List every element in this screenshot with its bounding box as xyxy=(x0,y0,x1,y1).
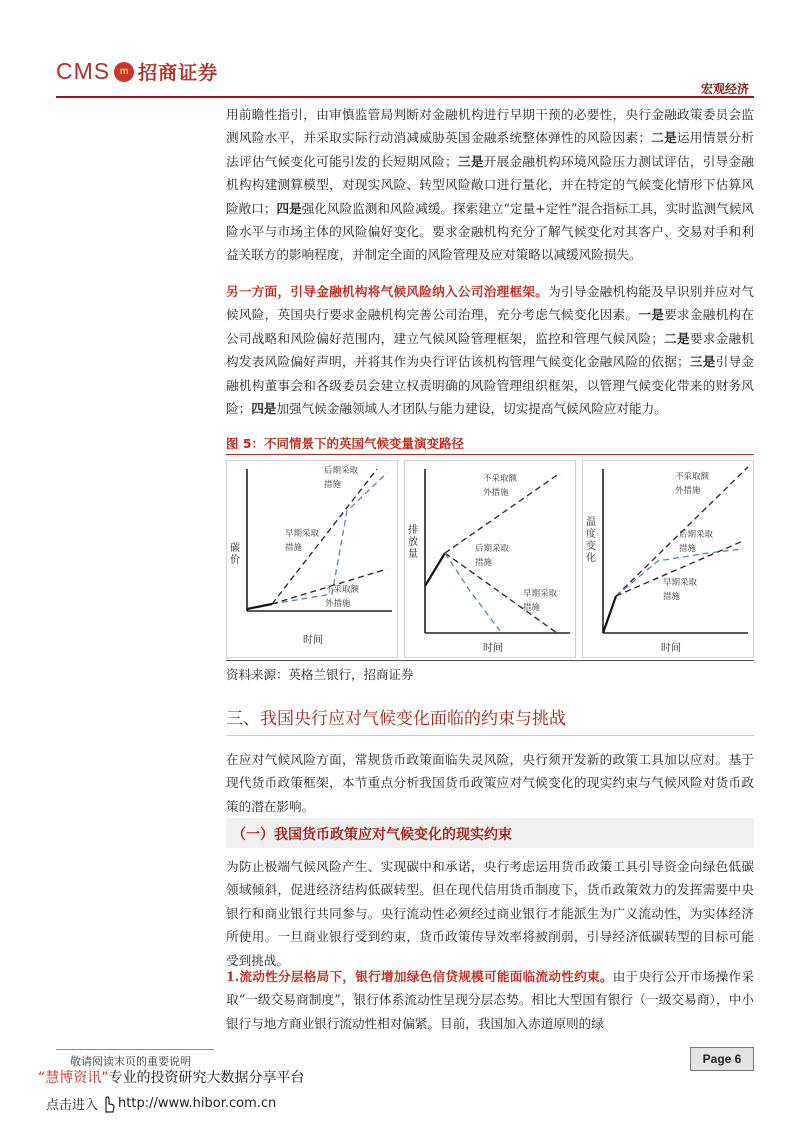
p2-bold-3: 三是 xyxy=(689,354,716,370)
emissions-diagram xyxy=(405,461,575,657)
logo-cn-text: 招商证券 xyxy=(138,62,219,84)
history-path xyxy=(425,553,445,586)
p1-bold-4: 四是 xyxy=(276,200,302,216)
p2-text-3: 要求金融机构发表风险偏好声明，并将其作为央行评估该机构管理气候变化金融风险的依据； xyxy=(226,330,755,370)
paragraph-governance xyxy=(226,280,754,420)
label-early-2: 措施 xyxy=(285,543,303,553)
label-none-2: 外措施 xyxy=(325,599,351,609)
brand-logo xyxy=(56,58,218,85)
watermark-link[interactable] xyxy=(46,1094,276,1113)
liquidity-lead: 1.流动性分层格局下，银行增加绿色信贷规模可能面临流动性约束。 xyxy=(226,969,613,984)
y-axis-label: 排放量 xyxy=(408,525,418,560)
logo-mark-icon: m xyxy=(114,62,134,82)
watermark-slogan xyxy=(38,1067,305,1087)
paragraph-risk-measures xyxy=(226,103,754,267)
figure-panel-emissions xyxy=(404,460,576,658)
no-action-path xyxy=(445,473,560,553)
label-late-1: 后期采取 xyxy=(679,530,714,540)
x-axis-label: 时间 xyxy=(483,643,503,654)
p2-lead: 另一方面，引导金融机构将气候风险纳入公司治理框架。 xyxy=(226,284,549,299)
label-early-2: 措施 xyxy=(663,592,681,602)
p1-text-4: 强化风险监测和风险减缓。探索建立“定量+定性”混合指标工具，实时监测气候风险水平与市场主体的风险偏好变化。要求金融机构充分了解气候变化对其客户、交易对手和利益关联方的影响程度，并制定全面的风险管理及应对策略以减缓风险损失。 xyxy=(226,200,755,263)
y-axis-label: 碳价 xyxy=(230,543,240,566)
history-path xyxy=(247,604,272,609)
x-axis-label: 时间 xyxy=(661,643,681,654)
paragraph-liquidity xyxy=(226,965,754,1035)
label-late-2: 措施 xyxy=(679,544,697,554)
history-path xyxy=(603,596,616,633)
figure-top-rule xyxy=(226,454,754,455)
p2-text-1: 为引导金融机构能及早识别并应对气候风险，英国央行要求金融机构完善公司治理，充分考虑气候变化因素。 xyxy=(226,284,755,323)
p2-text-2: 要求金融机构在公司战略和风险偏好范围内，建立气候风险管理框架，监控和管理气候风险； xyxy=(226,307,755,346)
section-heading-rule xyxy=(226,735,754,736)
liquidity-text: 由于央行公开市场操作采取“一级交易商制度”，银行体系流动性呈现分层态势。相比大型国有银行（一级交易商），中小银行与地方商业银行流动性相对偏紧。目前，我国加入赤道原则的绿 xyxy=(226,969,754,1031)
watermark-brand: “慧博资讯” xyxy=(38,1070,109,1086)
x-axis-label: 时间 xyxy=(303,635,323,646)
carbon-price-diagram xyxy=(227,461,397,657)
label-late-2: 措施 xyxy=(324,480,342,490)
section-heading: 三、我国央行应对气候变化面临的约束与挑战 xyxy=(226,709,566,729)
hand-pointer-icon xyxy=(100,1095,116,1113)
label-none-1: 不采取额 xyxy=(483,474,518,484)
temperature-diagram xyxy=(583,461,753,657)
p2-text-5: 加强气候金融领域人才团队与能力建设，切实提高气候风险应对能力。 xyxy=(276,401,667,417)
logo-cms-text: CMS xyxy=(56,58,111,84)
figure-title: 图 5：不同情景下的英国气候变量演变路径 xyxy=(226,436,465,451)
p2-bold-2: 二是 xyxy=(663,330,690,346)
label-late-1: 后期采取 xyxy=(475,544,510,554)
label-early-1: 早期采取 xyxy=(663,578,698,588)
label-none-1: 不采取额 xyxy=(675,472,710,482)
p2-bold-4: 四是 xyxy=(251,401,277,417)
section-label: 宏观经济 xyxy=(700,82,749,96)
label-early-2: 措施 xyxy=(523,603,541,613)
header-divider xyxy=(56,96,754,98)
subheading: （一）我国货币政策应对气候变化的现实约束 xyxy=(232,827,512,843)
footer-disclaimer: 敬请阅读末页的重要说明 xyxy=(70,1055,191,1068)
p1-bold-2: 二是 xyxy=(650,130,677,146)
figure-panel-carbon-price xyxy=(226,460,398,658)
watermark-url[interactable]: http://www.hibor.com.cn xyxy=(118,1096,277,1111)
figure-bottom-rule xyxy=(226,660,754,661)
p1-bold-3: 三是 xyxy=(457,153,484,169)
footer-rule xyxy=(56,1049,214,1050)
paragraph-monetary-constraint: 为防止极端气候风险产生、实现碳中和承诺，央行考虑运用货币政策工具引导资金向绿色低碳领域倾斜，促进经济结构低碳转型。但在现代信用货币制度下，货币政策效力的发挥需要中央银行和商业银行共同参与。央行流动性必须经过商业银行才能派生为广义流动性，为实体经济所使用。一旦商业银行受到约束，货币政策传导效率将被削弱，引导经济低碳转型的目标可能受到挑战。 xyxy=(226,859,754,968)
watermark-click-label: 点击进入 xyxy=(46,1098,99,1113)
figure-panel-temperature xyxy=(582,460,754,658)
p2-bold-1: 一是 xyxy=(638,307,665,323)
figure-source: 资料来源：英格兰银行，招商证券 xyxy=(226,667,414,682)
label-late-2: 措施 xyxy=(475,558,493,568)
page-number: Page 6 xyxy=(690,1047,754,1071)
y-axis-label: 温度变化 xyxy=(586,517,596,564)
label-late-1: 后期采取 xyxy=(324,466,359,476)
label-none-1: 不采取额 xyxy=(325,585,360,595)
watermark-text: 专业的投资研究大数据分享平台 xyxy=(108,1070,305,1086)
p1-text-2: 运用情景分析法评估气候变化可能引发的长短期风险； xyxy=(226,130,755,169)
label-none-2: 外措施 xyxy=(675,486,701,496)
label-none-2: 外措施 xyxy=(483,488,509,498)
p1-text-3: 开展金融机构环境风险压力测试评估，引导金融机构构建测算模型，对现实风险、转型风险敞口进行量化，并在特定的气候变化情形下估算风险敞口； xyxy=(226,153,755,216)
label-early-1: 早期采取 xyxy=(523,589,558,599)
label-early-1: 早期采取 xyxy=(285,529,320,539)
late-action-path xyxy=(616,549,743,596)
p1-text-1: 用前瞻性指引，由审慎监管局判断对金融机构进行早期干预的必要性，央行金融政策委员会监测风险水平，并采取实际行动消减威胁英国金融系统整体弹性的风险因素； xyxy=(226,107,754,146)
p2-text-4: 引导金融机构董事会和各级委员会建立权责明确的风险管理组织框架，以管理气候变化带来的财务风险； xyxy=(226,354,755,417)
section-intro: 在应对气候风险方面，常规货币政策面临失灵风险，央行须开发新的政策工具加以应对。基于现代货币政策框架，本节重点分析我国货币政策应对气候变化的现实约束与气候风险对货币政策的潜在影响。 xyxy=(226,752,754,814)
